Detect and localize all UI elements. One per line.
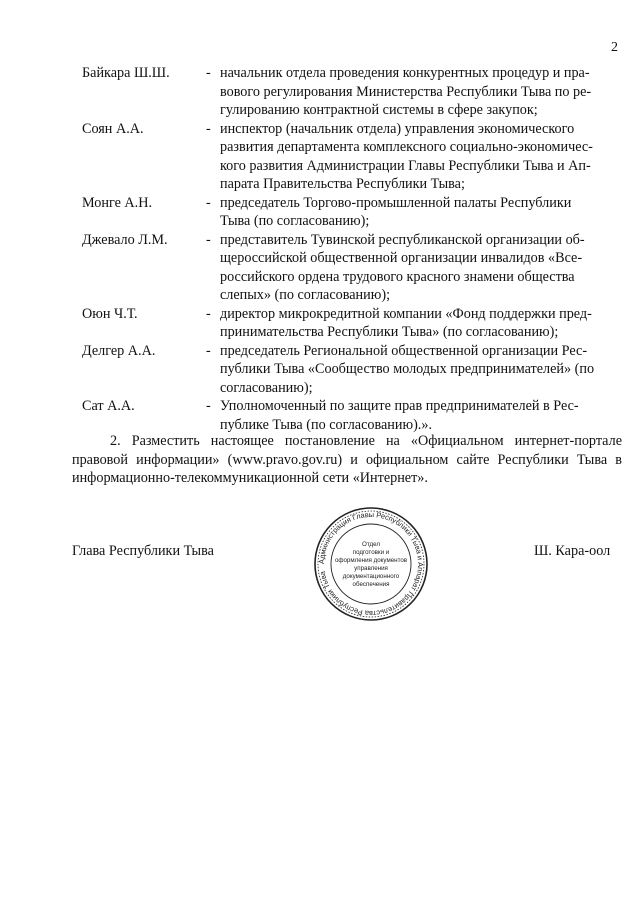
seal-inner-line: обеспечения bbox=[352, 581, 390, 588]
role-line: вового регулирования Министерства Республики Тыва по ре- bbox=[220, 83, 592, 100]
member-row bbox=[0, 231, 640, 305]
member-dash: - bbox=[206, 305, 211, 322]
signatory-position: Глава Республики Тыва bbox=[72, 543, 214, 559]
role-line: принимательства Республики Тыва» (по согласованию); bbox=[220, 324, 559, 340]
role-line: председатель Торгово-промышленной палаты Республики bbox=[220, 194, 572, 211]
member-role bbox=[220, 194, 618, 231]
members-list bbox=[0, 64, 640, 434]
member-role bbox=[220, 64, 618, 120]
member-name: Соян А.А. bbox=[82, 120, 144, 137]
role-line: публике Тыва (по согласованию).». bbox=[220, 416, 432, 433]
role-line: слепых» (по согласованию); bbox=[220, 287, 391, 303]
member-name: Байкара Ш.Ш. bbox=[82, 65, 170, 81]
role-line: развития департамента комплексного социально-экономичес- bbox=[220, 139, 593, 155]
seal-outer-text: Администрация Главы Республики Тыва и Аппарат Правительства Республики Тыва bbox=[316, 509, 426, 619]
member-row bbox=[0, 397, 640, 434]
role-line: публики Тыва «Сообщество молодых предпринимателей» (по bbox=[220, 361, 595, 377]
member-dash: - bbox=[206, 398, 211, 414]
member-name: Делгер А.А. bbox=[82, 342, 156, 359]
role-line: представитель Тувинской республиканской организации об- bbox=[220, 231, 585, 248]
member-row bbox=[0, 342, 640, 398]
role-line: председатель Региональной общественной организации Рес- bbox=[220, 342, 588, 359]
role-line: Уполномоченный по защите прав предпринимателей в Рес- bbox=[220, 398, 579, 414]
page-number: 2 bbox=[611, 40, 618, 55]
member-dash: - bbox=[206, 65, 211, 81]
role-line: согласованию); bbox=[220, 379, 313, 396]
seal-inner-line: Отдел bbox=[362, 541, 380, 548]
member-role bbox=[220, 397, 618, 434]
role-line: Тыва (по согласованию); bbox=[220, 213, 370, 229]
role-line: директор микрокредитной компании «Фонд поддержки пред- bbox=[220, 305, 592, 322]
member-role bbox=[220, 342, 618, 398]
member-dash: - bbox=[206, 342, 211, 359]
seal-inner-line: управления bbox=[354, 565, 388, 572]
role-line: кого развития Администрации Главы Республики Тыва и Ап- bbox=[220, 157, 591, 174]
seal-inner-line: документационного bbox=[342, 573, 400, 580]
role-line: российского ордена трудового красного знамени общества bbox=[220, 268, 575, 285]
member-row bbox=[0, 64, 640, 120]
member-dash: - bbox=[206, 231, 211, 248]
role-line: парата Правительства Республики Тыва; bbox=[220, 176, 465, 192]
role-line: инспектор (начальник отдела) управления экономического bbox=[220, 120, 575, 137]
member-role bbox=[220, 305, 618, 342]
member-name: Монге А.Н. bbox=[82, 194, 153, 211]
publication-paragraph: 2. Разместить настоящее постановление на «Официальном интернет-портале правовой информации» (www.pravo.gov.ru) и официальном сайте Республики Тыва в информационно-телекоммуникационной сети «Интернет». bbox=[72, 433, 622, 486]
role-line: гулированию контрактной системы в сфере закупок; bbox=[220, 102, 538, 118]
member-row bbox=[0, 194, 640, 231]
signatory-name: Ш. Кара-оол bbox=[534, 543, 611, 559]
member-name: Оюн Ч.Т. bbox=[82, 305, 138, 322]
member-row bbox=[0, 120, 640, 194]
member-name: Сат А.А. bbox=[82, 398, 135, 414]
role-line: начальник отдела проведения конкурентных процедур и пра- bbox=[220, 65, 590, 81]
member-dash: - bbox=[206, 194, 211, 211]
role-line: щероссийской общественной организации инвалидов «Все- bbox=[220, 250, 583, 266]
official-seal bbox=[313, 506, 429, 622]
member-role bbox=[220, 120, 618, 194]
seal-inner-line: подготовки и bbox=[352, 549, 390, 556]
member-name: Джевало Л.М. bbox=[82, 231, 168, 248]
member-dash: - bbox=[206, 120, 211, 137]
seal-inner-line: оформления документов bbox=[334, 557, 408, 564]
member-row bbox=[0, 305, 640, 342]
member-role bbox=[220, 231, 618, 305]
